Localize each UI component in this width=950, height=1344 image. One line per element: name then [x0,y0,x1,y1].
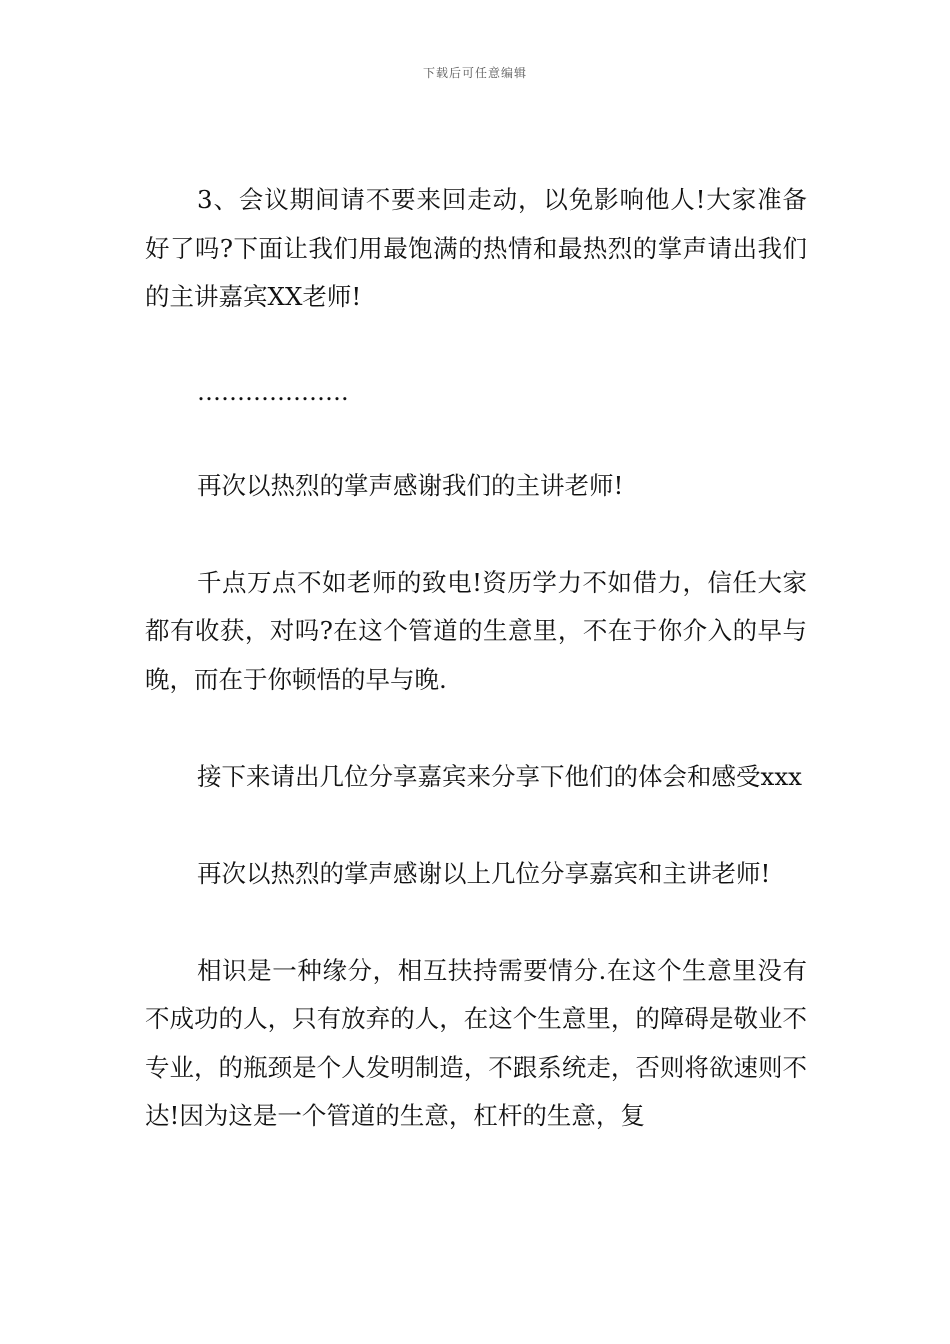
paragraph-share-guests: 接下来请出几位分享嘉宾来分享下他们的体会和感受xxx [197,761,802,791]
paragraph-meeting-rules: 3、会议期间请不要来回走动，以免影响他人!大家准备好了吗?下面让我们用最饱满的热情和最热烈的掌声请出我们的主讲嘉宾XX老师! [145,185,807,311]
paragraph-thanks-guests: 再次以热烈的掌声感谢以上几位分享嘉宾和主讲老师! [197,858,771,888]
page-header: 下载后可任意编辑 [422,66,527,80]
document-body [145,176,807,1141]
paragraph-thanks-speaker: 再次以热烈的掌声感谢我们的主讲老师! [197,470,624,500]
ellipsis-separator: ………………. [197,377,349,406]
paragraph-closing: 相识是一种缘分，相互扶持需要情分.在这个生意里没有不成功的人，只有放弃的人，在这个生意里，的障碍是敬业不专业，的瓶颈是个人发明制造，不跟系统走，否则将欲速则不达!因为这是一个管道的生意，杠杆的生意，复 [145,955,807,1130]
paragraph-teacher-call: 千点万点不如老师的致电!资历学力不如借力，信任大家都有收获，对吗?在这个管道的生意里，不在于你介入的早与晚，而在于你顿悟的早与晚. [145,567,807,694]
